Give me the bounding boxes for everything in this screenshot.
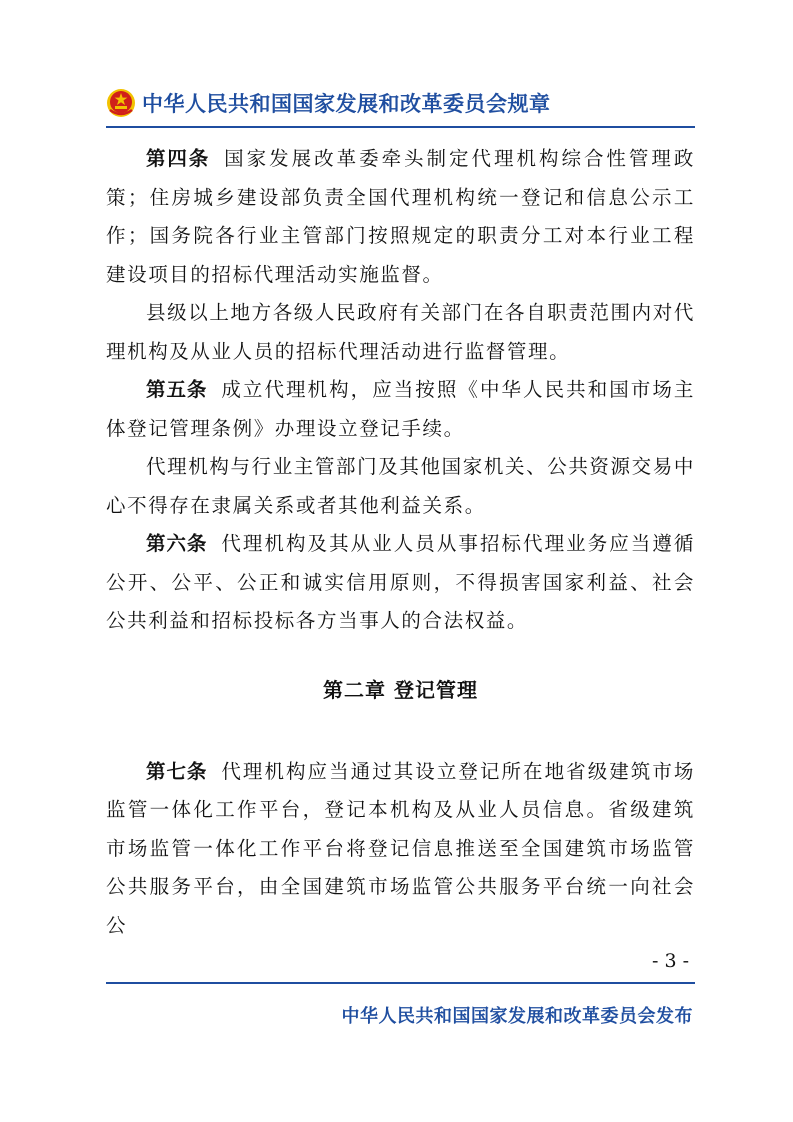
article-paragraph (106, 753, 695, 946)
article-number: 第七条 (146, 759, 208, 783)
chapter-title: 第二章 登记管理 (323, 677, 478, 702)
national-emblem-icon (106, 88, 136, 118)
article-text: 代理机构与行业主管部门及其他国家机关、公共资源交易中心不得存在隶属关系或者其他利益关系。 (106, 455, 695, 517)
article-number: 第五条 (146, 378, 208, 401)
footer-divider (106, 982, 695, 984)
article-paragraph (106, 371, 695, 448)
page-number: - 3 - (651, 950, 689, 972)
article-number: 第四条 (146, 147, 211, 170)
article-text: 代理机构应当通过其设立登记所在地省级建筑市场监管一体化工作平台，登记本机构及从业人员信息。省级建筑市场监管一体化工作平台将登记信息推送至全国建筑市场监管公共服务平台，由全国建筑市场监管公共服务平台统一向社会公 (106, 759, 695, 937)
article-text: 县级以上地方各级人民政府有关部门在各自职责范围内对代理机构及从业人员的招标代理活动进行监督管理。 (106, 301, 695, 363)
article-paragraph (106, 525, 695, 641)
page-header (106, 86, 551, 120)
header-divider (106, 126, 695, 128)
header-title: 中华人民共和国国家发展和改革委员会规章 (142, 92, 551, 116)
articles-section-2 (106, 753, 695, 946)
article-paragraph (106, 294, 695, 371)
article-text: 代理机构及其从业人员从事招标代理业务应当遵循公开、公平、公正和诚实信用原则，不得损害国家利益、社会公共利益和招标投标各方当事人的合法权益。 (106, 532, 695, 632)
article-paragraph (106, 140, 695, 294)
footer-publisher: 中华人民共和国国家发展和改革委员会发布 (341, 1006, 693, 1027)
document-body (106, 140, 695, 945)
article-text: 成立代理机构，应当按照《中华人民共和国市场主体登记管理条例》办理设立登记手续。 (106, 378, 695, 440)
articles-section-1 (106, 140, 695, 641)
article-number: 第六条 (146, 532, 208, 555)
article-text: 国家发展改革委牵头制定代理机构综合性管理政策；住房城乡建设部负责全国代理机构统一登记和信息公示工作；国务院各行业主管部门按照规定的职责分工对本行业工程建设项目的招标代理活动实施监督。 (106, 147, 695, 286)
article-paragraph (106, 448, 695, 525)
